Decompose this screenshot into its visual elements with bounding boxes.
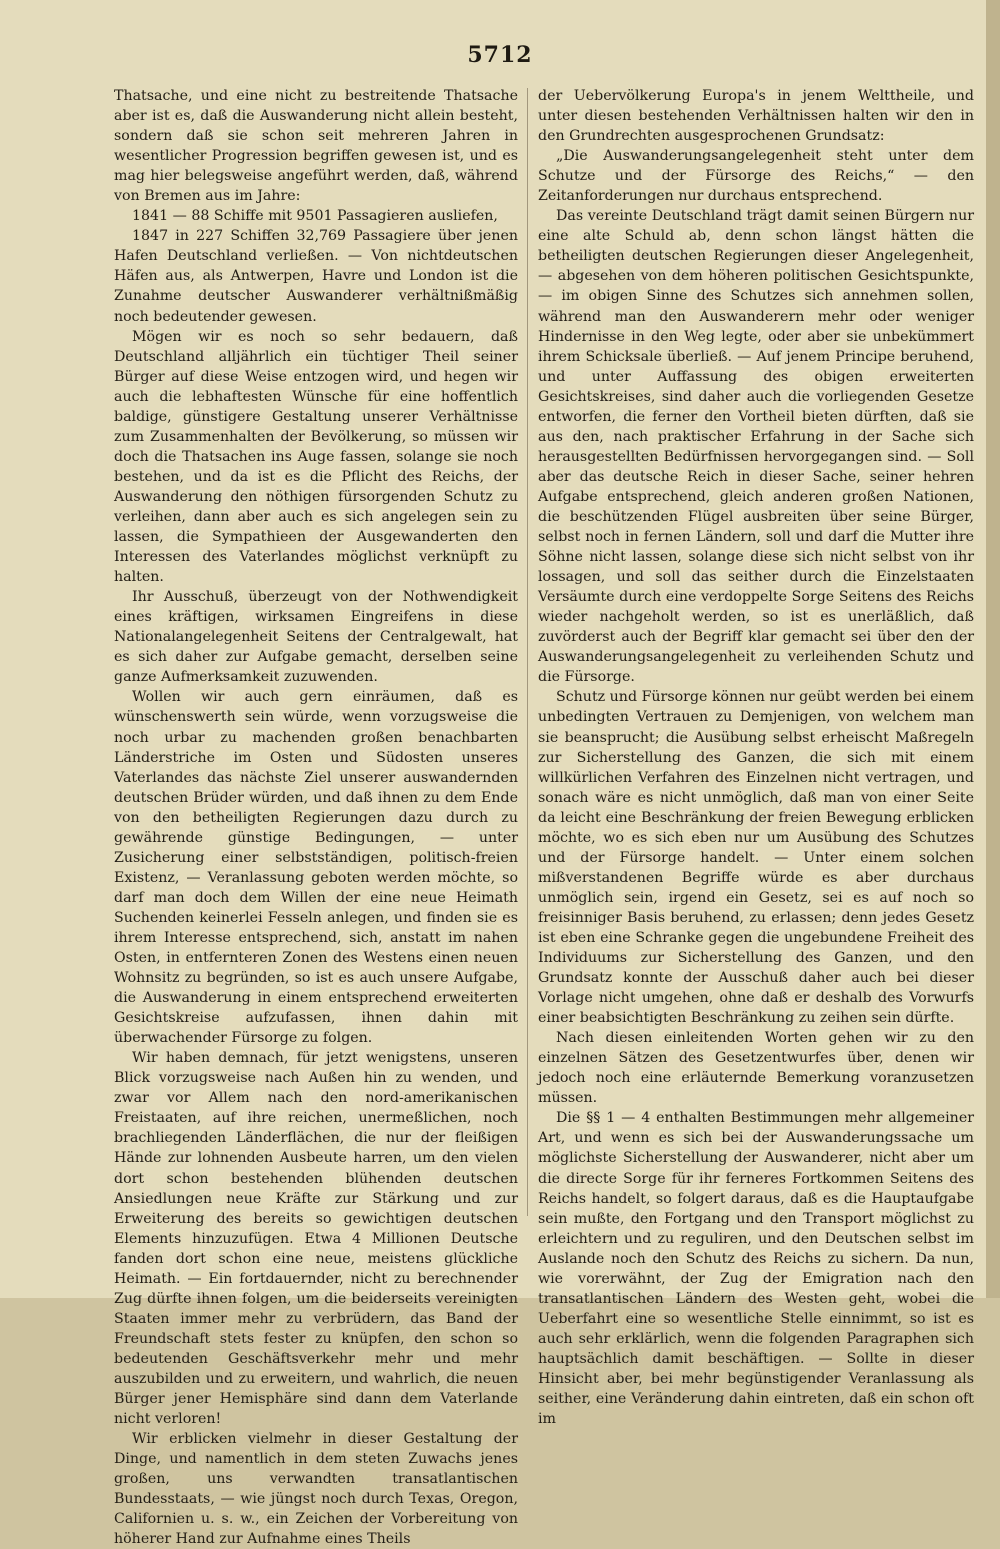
paragraph: Nach diesen einleitenden Worten gehen wir zu den einzelnen Sätzen des Gesetzentwurfes über, denen wir jedoch noch eine erläuternde Bemerkung voranzusetzen müssen. xyxy=(538,1030,974,1107)
paragraph: Schutz und Fürsorge können nur geübt werden bei einem unbedingten Vertrauen zu Demjenigen, von welchem man sie beansprucht; die Ausübung selbst erheischt Maßregeln zur Sicherstellung des Ganzen, die sich mit einem willkürlichen Verfahren des Einzelnen nicht vertragen, und sonach wäre es nicht unmöglich, daß man von einer Seite da leicht eine Beschränkung der freien Bewegung erblicken möchte, wo es sich eben nur um Ausübung des Schutzes und der Fürsorge handelt. — Unter einem solchen mißverstandenen Begriffe würde es aber durchaus unmöglich sein, irgend ein Gesetz, sei es auf noch so freisinniger Basis beruhend, zu erlassen; denn jedes Gesetz ist eben eine Schranke gegen die ungebundene Freiheit des Individuums zur Sicherstellung des Ganzen, und den Grundsatz konnte der Ausschuß daher auch bei dieser Vorlage nicht umgehen, ohne daß er deshalb des Vorwurfs einer beabsichtigten Beschränkung zu zeihen sein dürfte. xyxy=(538,689,974,1027)
paragraph: Thatsache, und eine nicht zu bestreitende Thatsache aber ist es, daß die Auswanderung nicht allein besteht, sondern daß sie schon seit mehreren Jahren in wesentlicher Progression begriffen gewesen ist, und es mag hier belegsweise angeführt werden, daß, während von Bremen aus im Jahre: xyxy=(114,88,518,205)
paragraph: der Uebervölkerung Europa's in jenem Welttheile, und unter diesen bestehenden Verhältnissen halten wir den in den Grundrechten ausgesprochenen Grundsatz: xyxy=(538,88,974,145)
paragraph: 1847 in 227 Schiffen 32,769 Passagiere über jenen Hafen Deutschland verließen. — Von nichtdeutschen Häfen aus, als Antwerpen, Havre und London ist die Zunahme deutscher Auswanderer verhältnißmäßig noch bedeutender gewesen. xyxy=(114,228,518,325)
paragraph: Das vereinte Deutschland trägt damit seinen Bürgern nur eine alte Schuld ab, denn schon längst hätten die betheiligten deutschen Regierungen dieser Angelegenheit, — abgesehen von dem höheren politischen Gesichtspunkte, — im obigen Sinne des Schutzes sich annehmen sollen, während man den Auswanderern mehr oder weniger Hindernisse in den Weg legte, oder aber sie unbekümmert ihrem Schicksale überließ. — Auf jenem Principe beruhend, und unter Auffassung des obigen erweiterten Gesichtskreises, sind daher auch die vorliegenden Gesetze entworfen, die ferner den Vortheil bieten dürften, daß sie aus den, nach praktischer Erfahrung in der Sache sich herausgestellten Bedürfnissen hervorgegangen sind. — Soll aber das deutsche Reich in dieser Sache, seiner hehren Aufgabe entsprechend, gleich anderen großen Nationen, die beschützenden Flügel ausbreiten über seine Bürger, selbst noch in fernen Ländern, soll und darf die Mutter ihre Söhne nicht lassen, solange diese sich nicht selbst von ihr lossagen, und soll das seither durch die Einzelstaaten Versäumte durch eine verdoppelte Sorge Seitens des Reichs wieder nachgeholt werden, so ist es unerläßlich, daß zuvörderst auch der Begriff klar gemacht sei über den der Auswanderungsangelegenheit zu verleihenden Schutz und die Fürsorge. xyxy=(538,208,974,686)
page-number: 5712 xyxy=(467,42,533,68)
page-edge-shadow xyxy=(986,0,1000,1298)
paragraph: Die §§ 1 — 4 enthalten Bestimmungen mehr allgemeiner Art, und wenn es sich bei der Auswanderungssache um möglichste Sicherstellung der Auswanderer, nicht aber um die directe Sorge für ihr ferneres Fortkommen Seitens des Reichs handelt, so folgert daraus, daß es die Hauptaufgabe sein mußte, den Fortgang und den Transport möglichst zu erleichtern und zu reguliren, und den Deutschen selbst im Auslande noch den Schutz des Reichs zu sichern. Da nun, wie vorerwähnt, der Zug der Emigration nach den transatlantischen Ländern des Westen geht, wobei die Ueberfahrt eine so wesentliche Stelle einnimmt, so ist es auch sehr erklärlich, wenn die folgenden Paragraphen sich hauptsächlich damit beschäftigen. — Sollte in dieser Hinsicht aber, bei mehr begünstigender Veranlassung als seither, eine Veränderung dahin eintreten, daß ein schon oft im xyxy=(538,1110,974,1428)
quotation: „Die Auswanderungsangelegenheit steht unter dem Schutze und der Fürsorge des Reichs,“ — den Zeitanforderungen nur durchaus entsprechend. xyxy=(538,148,974,205)
paragraph: Ihr Ausschuß, überzeugt von der Nothwendigkeit eines kräftigen, wirksamen Eingreifens in diese Nationalangelegenheit Seitens der Centralgewalt, hat es sich daher zur Aufgabe gemacht, derselben seine ganze Aufmerksamkeit zuzuwenden. xyxy=(114,589,518,686)
right-column xyxy=(538,86,974,1429)
column-divider xyxy=(527,88,528,1216)
statistics-line: 1841 — 88 Schiffe mit 9501 Passagieren ausliefen, xyxy=(132,208,498,225)
paragraph: Wir erblicken vielmehr in dieser Gestaltung der Dinge, und namentlich in dem steten Zuwachs jenes großen, uns verwandten transatlantischen Bundesstaats, — wie jüngst noch durch Texas, Oregon, Californien u. s. w., ein Zeichen der Vorbereitung von höherer Hand zur Aufnahme eines Theils xyxy=(114,1431,518,1548)
paragraph: Mögen wir es noch so sehr bedauern, daß Deutschland alljährlich ein tüchtiger Theil seiner Bürger auf diese Weise entzogen wird, und hegen wir auch die lebhaftesten Wünsche für eine hoffentlich baldige, günstigere Gestaltung unserer Verhältnisse zum Zusammenhalten der Bevölkerung, so müssen wir doch die Thatsachen ins Auge fassen, solange sie noch bestehen, und da ist es die Pflicht des Reichs, der Auswanderung den nöthigen fürsorgenden Schutz zu verleihen, dann aber auch es sich angelegen sein zu lassen, die Sympathieen der Ausgewanderten den Interessen des Vaterlandes möglichst verknüpft zu halten. xyxy=(114,328,518,586)
paragraph: Wir haben demnach, für jetzt wenigstens, unseren Blick vorzugsweise nach Außen hin zu wenden, und zwar vor Allem nach den nord-amerikanischen Freistaaten, auf ihre reichen, unermeßlichen, noch brachliegenden Länderflächen, die nur der fleißigen Hände zur lohnenden Ausbeute harren, um den vielen dort schon bestehenden blühenden deutschen Ansiedlungen neue Kräfte zur Stärkung und zur Erweiterung des bereits so gewichtigen deutschen Elements hinzuzufügen. Etwa 4 Millionen Deutsche fanden dort schon eine neue, meistens glückliche Heimath. — Ein fortdauernder, nicht zu berechnender Zug dürfte ihnen folgen, um die beiderseits vereinigten Staaten immer mehr zu verbrüdern, das Band der Freundschaft stets fester zu knüpfen, den schon so bedeutenden Geschäftsverkehr mehr und mehr auszubilden und zu erweitern, und wahrlich, die neuen Bürger jener Hemisphäre sind dann dem Vaterlande nicht verloren! xyxy=(114,1050,518,1428)
left-column xyxy=(114,86,518,1549)
paragraph: Wollen wir auch gern einräumen, daß es wünschenswerth sein würde, wenn vorzugsweise die noch urbar zu machenden großen benachbarten Länderstriche im Osten und Südosten unseres Vaterlandes das nächste Ziel unserer auswandernden deutschen Brüder würden, und daß ihnen zu dem Ende von den betheiligten Regierungen dazu durch zu gewährende günstige Bedingungen, — unter Zusicherung einer selbstständigen, politisch-freien Existenz, — Veranlassung geboten werden möchte, so darf man doch dem Willen der eine neue Heimath Suchenden keinerlei Fesseln anlegen, und finden sie es ihrem Interesse entsprechend, sich, anstatt im nahen Osten, in entfernteren Zonen des Westens einen neuen Wohnsitz zu begründen, so ist es auch unsere Aufgabe, die Auswanderung in einem entsprechend erweiterten Gesichtskreise aufzufassen, ihnen dahin mit überwachender Fürsorge zu folgen. xyxy=(114,689,518,1047)
